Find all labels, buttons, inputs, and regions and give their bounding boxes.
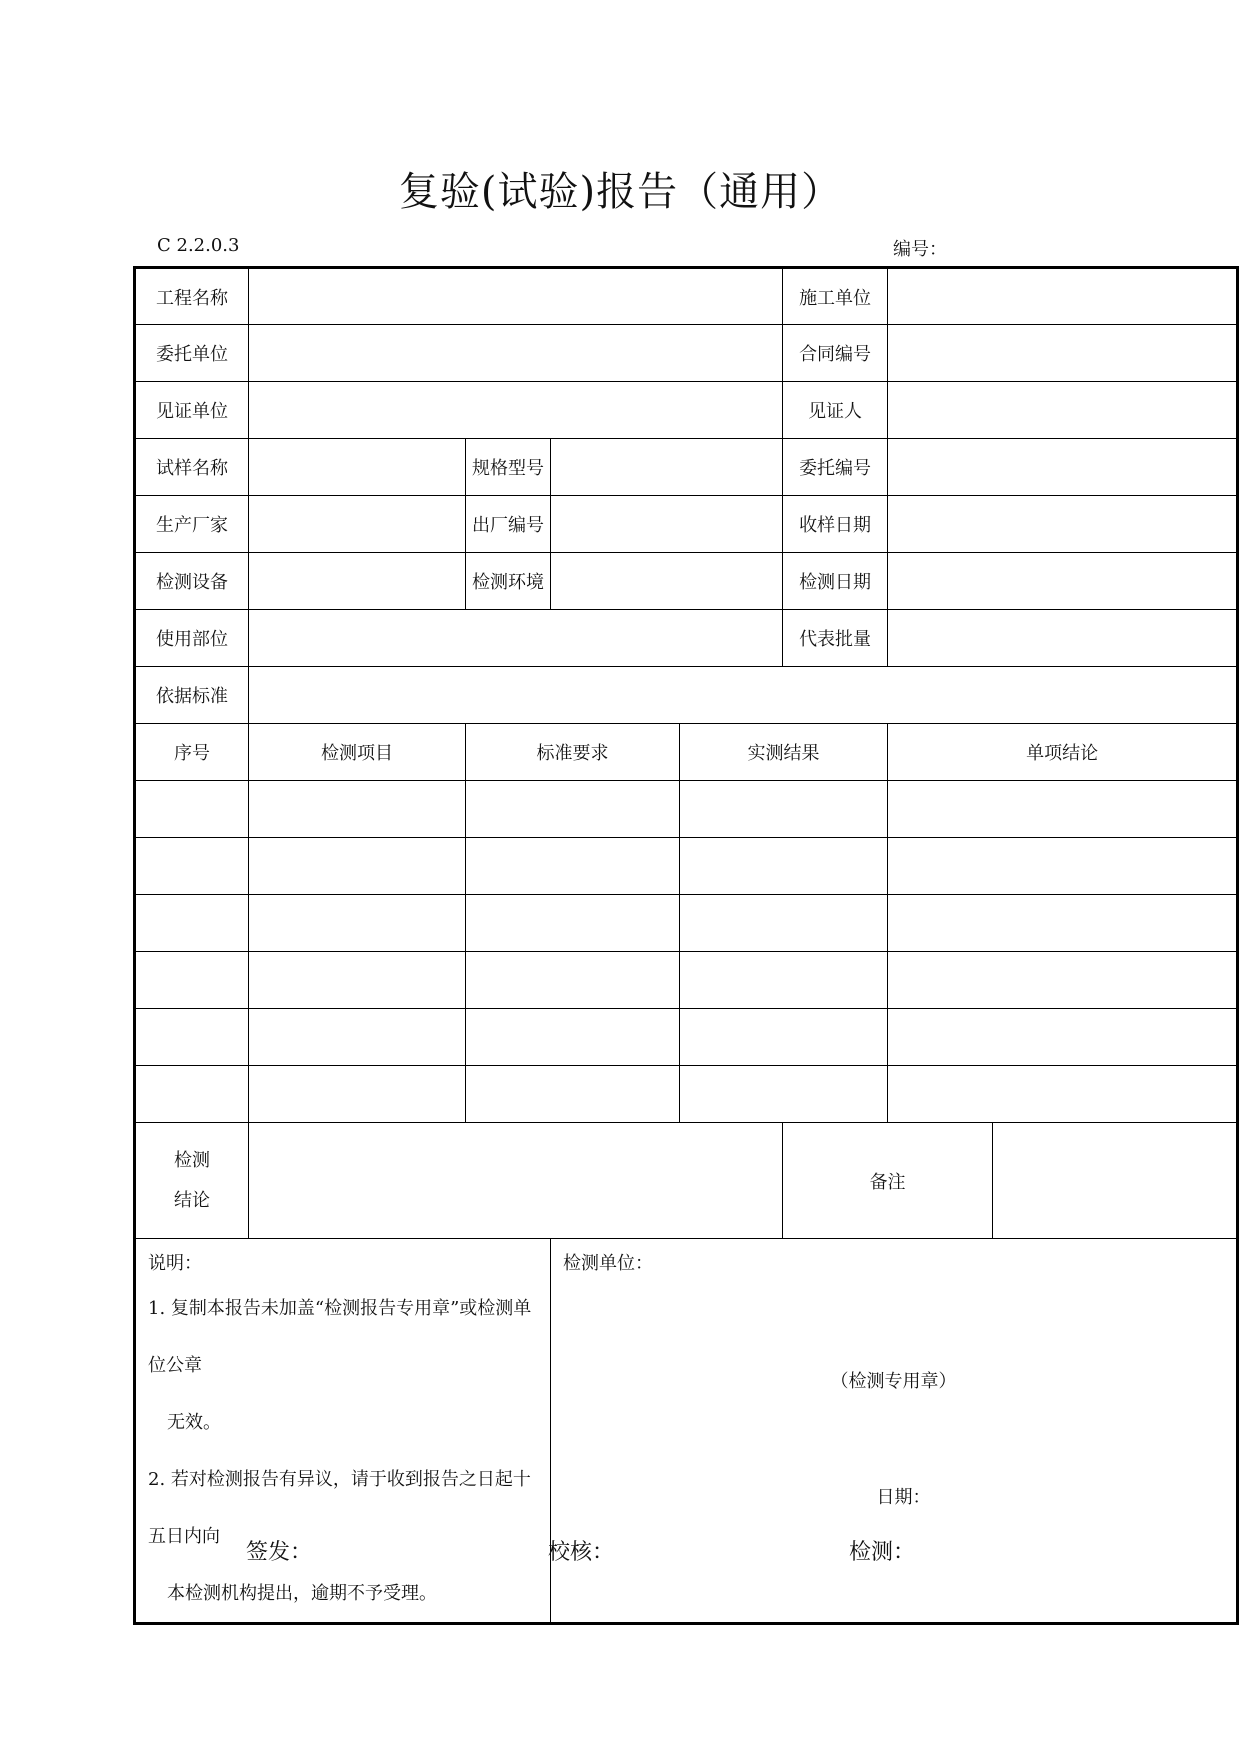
result-cell[interactable] <box>249 895 466 952</box>
col-header-item: 检测项目 <box>249 724 466 781</box>
commission-no-label: 委托编号 <box>783 439 888 496</box>
result-cell[interactable] <box>466 781 680 838</box>
result-cell[interactable] <box>135 781 249 838</box>
result-cell[interactable] <box>888 1066 1238 1123</box>
usage-location-label: 使用部位 <box>135 610 249 667</box>
sample-name-label: 试样名称 <box>135 439 249 496</box>
result-cell[interactable] <box>135 1009 249 1066</box>
standard-basis-label: 依据标准 <box>135 667 249 724</box>
table-row <box>135 838 1238 895</box>
result-cell[interactable] <box>135 952 249 1009</box>
result-cell[interactable] <box>680 895 888 952</box>
spec-model-label: 规格型号 <box>466 439 551 496</box>
col-header-standard: 标准要求 <box>466 724 680 781</box>
conclusion-label <box>135 1123 249 1239</box>
seal-placeholder: （检测专用章） <box>830 1371 957 1392</box>
batch-quantity-label: 代表批量 <box>783 610 888 667</box>
sample-name-field[interactable] <box>249 439 466 496</box>
batch-quantity-field[interactable] <box>888 610 1238 667</box>
result-cell[interactable] <box>888 838 1238 895</box>
remarks-field[interactable] <box>993 1123 1238 1239</box>
result-cell[interactable] <box>249 838 466 895</box>
serial-number-label: 编号： <box>893 239 947 260</box>
witness-person-field[interactable] <box>888 382 1238 439</box>
client-unit-field[interactable] <box>249 325 783 382</box>
result-cell[interactable] <box>680 952 888 1009</box>
result-cell[interactable] <box>888 895 1238 952</box>
standard-basis-field[interactable] <box>249 667 1238 724</box>
form-code: C 2.2.0.3 <box>157 235 240 256</box>
document-title: 复验(试验)报告（通用） <box>398 169 843 215</box>
result-cell[interactable] <box>466 952 680 1009</box>
table-row <box>135 781 1238 838</box>
date-label: 日期： <box>876 1487 931 1508</box>
result-cell[interactable] <box>135 838 249 895</box>
result-cell[interactable] <box>249 1066 466 1123</box>
note-item-2-line2: 本检测机构提出，逾期不予受理。 <box>167 1583 437 1604</box>
contract-no-label: 合同编号 <box>783 325 888 382</box>
result-cell[interactable] <box>888 1009 1238 1066</box>
commission-no-field[interactable] <box>888 439 1238 496</box>
table-row <box>135 1066 1238 1123</box>
report-form <box>133 266 1239 1625</box>
witness-unit-label: 见证单位 <box>135 382 249 439</box>
construction-unit-field[interactable] <box>888 268 1238 325</box>
table-row <box>135 895 1238 952</box>
result-cell[interactable] <box>135 1066 249 1123</box>
result-cell[interactable] <box>888 952 1238 1009</box>
receive-date-field[interactable] <box>888 496 1238 553</box>
result-cell[interactable] <box>249 781 466 838</box>
note-item-1-line1: 1. 复制本报告未加盖“检测报告专用章”或检测单位公章 <box>148 1298 532 1376</box>
issue-signature-label: 签发： <box>246 1540 313 1565</box>
result-cell[interactable] <box>680 1009 888 1066</box>
note-item-1-line2: 无效。 <box>167 1412 221 1433</box>
project-name-field[interactable] <box>249 268 783 325</box>
factory-no-field[interactable] <box>551 496 783 553</box>
conclusion-label-line1: 检测 <box>174 1149 210 1171</box>
factory-no-label: 出厂编号 <box>466 496 551 553</box>
contract-no-field[interactable] <box>888 325 1238 382</box>
witness-unit-field[interactable] <box>249 382 783 439</box>
test-environment-field[interactable] <box>551 553 783 610</box>
result-cell[interactable] <box>249 1009 466 1066</box>
result-cell[interactable] <box>680 781 888 838</box>
spec-model-field[interactable] <box>551 439 783 496</box>
client-unit-label: 委托单位 <box>135 325 249 382</box>
receive-date-label: 收样日期 <box>783 496 888 553</box>
col-header-conclusion: 单项结论 <box>888 724 1238 781</box>
conclusion-label-line2: 结论 <box>174 1189 210 1211</box>
construction-unit-label: 施工单位 <box>783 268 888 325</box>
project-name-label: 工程名称 <box>135 268 249 325</box>
review-signature-label: 校核： <box>548 1540 615 1565</box>
col-header-result: 实测结果 <box>680 724 888 781</box>
conclusion-field[interactable] <box>249 1123 783 1239</box>
remarks-label: 备注 <box>783 1123 993 1239</box>
result-cell[interactable] <box>888 781 1238 838</box>
witness-person-label: 见证人 <box>783 382 888 439</box>
test-environment-label: 检测环境 <box>466 553 551 610</box>
test-unit-label: 检测单位： <box>563 1253 653 1274</box>
results-header-row <box>135 724 1238 781</box>
result-cell[interactable] <box>466 1066 680 1123</box>
manufacturer-field[interactable] <box>249 496 466 553</box>
table-row <box>135 952 1238 1009</box>
test-date-field[interactable] <box>888 553 1238 610</box>
table-row <box>135 1009 1238 1066</box>
result-cell[interactable] <box>466 895 680 952</box>
result-cell[interactable] <box>466 1009 680 1066</box>
test-date-label: 检测日期 <box>783 553 888 610</box>
usage-location-field[interactable] <box>249 610 783 667</box>
result-cell[interactable] <box>466 838 680 895</box>
notes-section <box>135 1239 551 1624</box>
note-item-2-line1: 2. 若对检测报告有异议，请于收到报告之日起十五日内向 <box>148 1469 531 1547</box>
col-header-seq: 序号 <box>135 724 249 781</box>
manufacturer-label: 生产厂家 <box>135 496 249 553</box>
result-cell[interactable] <box>135 895 249 952</box>
notes-title: 说明： <box>148 1253 202 1274</box>
test-equipment-label: 检测设备 <box>135 553 249 610</box>
test-signature-label: 检测： <box>849 1540 916 1565</box>
result-cell[interactable] <box>680 1066 888 1123</box>
test-equipment-field[interactable] <box>249 553 466 610</box>
result-cell[interactable] <box>249 952 466 1009</box>
result-cell[interactable] <box>680 838 888 895</box>
